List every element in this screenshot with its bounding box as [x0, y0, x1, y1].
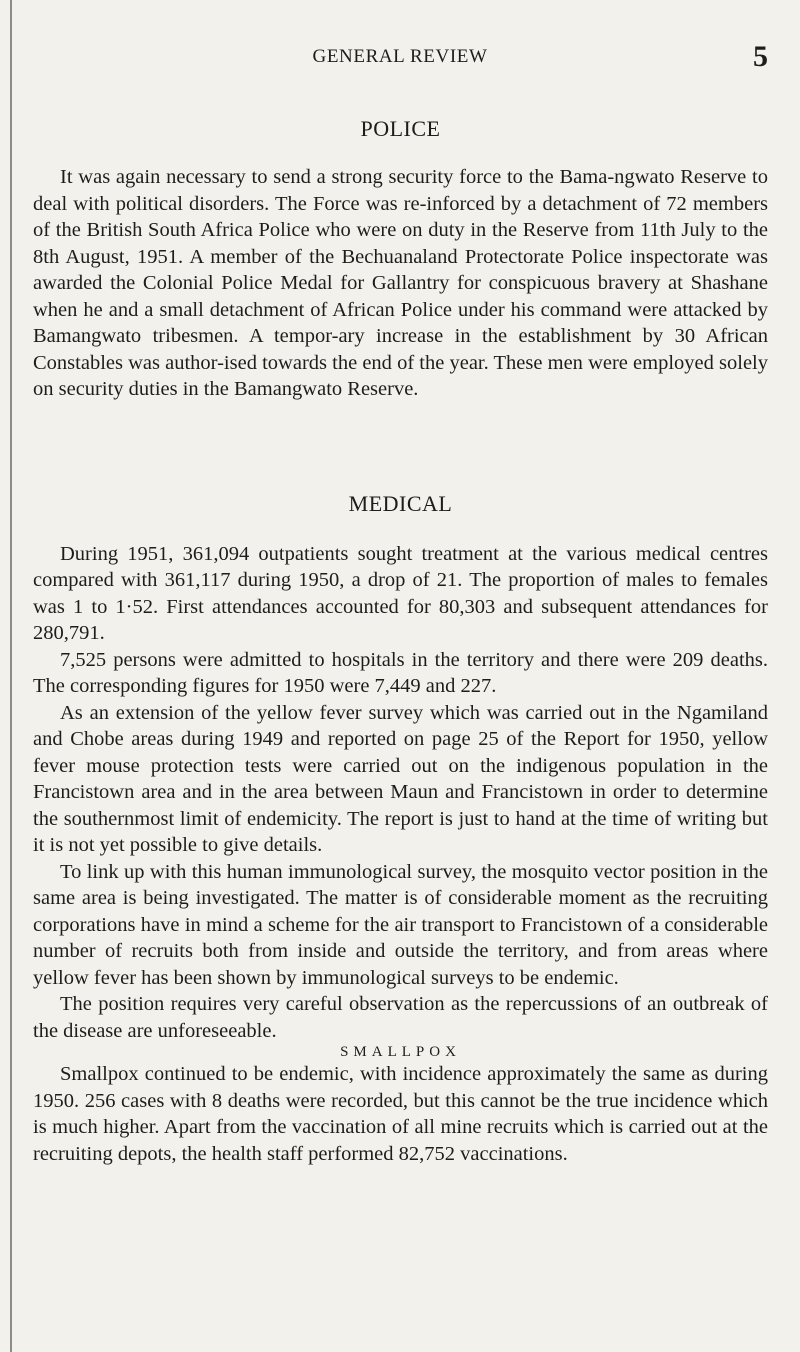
medical-section: [33, 491, 768, 1045]
police-heading: POLICE: [360, 116, 441, 141]
smallpox-heading: SMALLPOX: [340, 1044, 461, 1060]
page-edge-divider: [10, 0, 12, 1352]
page-content: [33, 116, 768, 1167]
medical-paragraph: The position requires very careful observation as the repercussions of an outbreak of the disease are unforeseeable.: [33, 993, 768, 1042]
smallpox-paragraph: Smallpox continued to be endemic, with incidence approximately the same as during 1950. 256 cases with 8 deaths were recorded, but this cannot be the true incidence which is much higher. Apart from the vaccination of all mine recruits which is carried out at the recruiting depots, the health staff performed 82,752 vaccinations.: [33, 1063, 768, 1165]
medical-paragraph: During 1951, 361,094 outpatients sought treatment at the various medical centres compared with 361,117 during 1950, a drop of 21. The proportion of males to females was 1 to 1·52. First attendances accounted for 80,303 and subsequent attendances for 280,791.: [33, 542, 768, 644]
police-paragraph: It was again necessary to send a strong security force to the Bama-ngwato Reserve to deal with political disorders. The Force was re-inforced by a detachment of 72 members of the British South Africa Police who were on duty in the Reserve from 11th July to the 8th August, 1951. A member of the Bechuanaland Protectorate Police inspectorate was awarded the Colonial Police Medal for Gallantry for conspicuous bravery at Shashane when he and a small detachment of African Police under his command were attacked by Bamangwato tribesmen. A tempor-ary increase in the establishment by 30 African Constables was author-ised towards the end of the year. These men were employed solely on security duties in the Bamangwato Reserve.: [33, 166, 768, 400]
smallpox-section: [33, 1044, 768, 1167]
running-header: [0, 40, 800, 74]
medical-paragraph: As an extension of the yellow fever survey which was carried out in the Ngamiland and Chobe areas during 1949 and reported on page 25 of the Report for 1950, yellow fever mouse protection tests were carried out on the indigenous population in the Francistown area and in the area between Maun and Francistown in order to determine the southernmost limit of endemicity. The report is just to hand at the time of writing but it is not yet possible to give details.: [33, 701, 768, 856]
medical-heading: MEDICAL: [348, 490, 453, 516]
medical-paragraph: To link up with this human immunological survey, the mosquito vector position in the same area is being investigated. The matter is of considerable moment as the recruiting corporations have in mind a scheme for the air transport to Francistown of a considerable number of recruits both from inside and outside the territory, and from areas where yellow fever has been shown by immunological surveys to be endemic.: [33, 860, 768, 989]
page-number: 5: [753, 40, 768, 73]
running-title: GENERAL REVIEW: [312, 46, 488, 67]
police-section: [33, 116, 768, 403]
medical-paragraph: 7,525 persons were admitted to hospitals in the territory and there were 209 deaths. The corresponding figures for 1950 were 7,449 and 227.: [33, 648, 768, 697]
